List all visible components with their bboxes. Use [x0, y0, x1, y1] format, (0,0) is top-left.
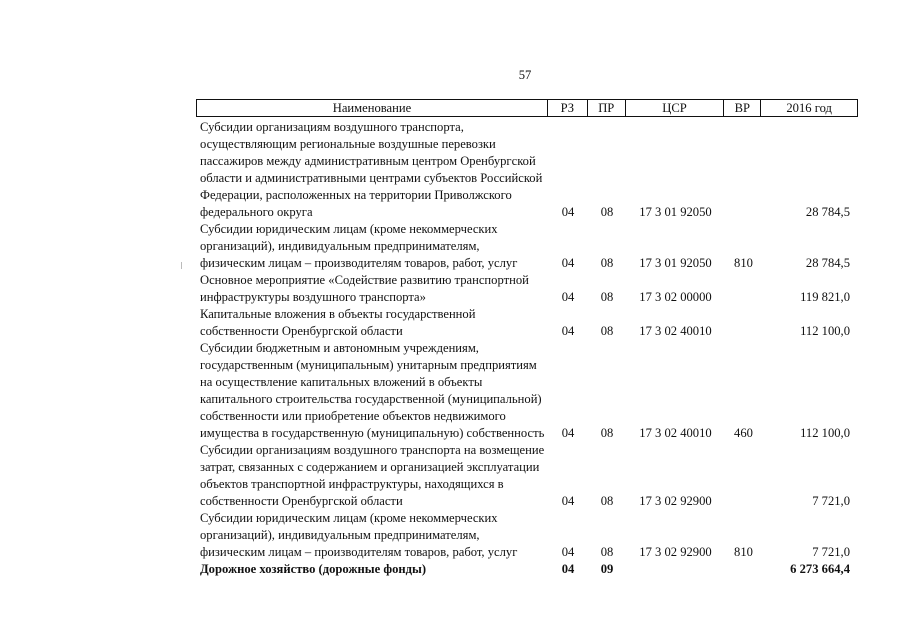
row-rz-cell: 04 — [561, 290, 575, 304]
row-rz-cell: 04 — [561, 562, 575, 576]
row-name-cell: Основное мероприятие «Содействие развитию транспортной инфраструктуры воздушного транспорта» — [200, 273, 529, 304]
row-vr-cell: 460 — [734, 426, 753, 440]
header-pr: ПР — [588, 100, 626, 116]
row-csr-cell: 17 3 01 92050 — [639, 256, 712, 270]
row-pr-cell: 08 — [600, 290, 614, 304]
table-row — [196, 340, 858, 442]
row-pr-cell: 09 — [600, 562, 614, 576]
table-body — [196, 119, 858, 578]
row-amount-cell: 28 784,5 — [805, 256, 850, 270]
row-rz-cell: 04 — [561, 426, 575, 440]
row-rz-cell: 04 — [561, 494, 575, 508]
table-row — [196, 561, 858, 578]
row-name-cell: Субсидии юридическим лицам (кроме некоммерческих организаций), индивидуальным предпринимателям, физическим лицам – производителям товаров, работ, услуг — [200, 222, 518, 270]
budget-table — [196, 99, 858, 578]
row-name-cell: Субсидии организациям воздушного транспорта, осуществляющим региональные воздушные перевозки пассажиров между административным центром Оренбургской области и административными центрами субъектов Российской Федерации, расположенных на территории Приволжского федерального округа — [200, 120, 543, 219]
row-rz-cell: 04 — [561, 205, 575, 219]
row-name-cell: Субсидии организациям воздушного транспорта на возмещение затрат, связанных с содержанием и организацией эксплуатации объектов транспортной инфраструктуры, находящихся в собственности Оренбургской области — [200, 443, 545, 508]
header-name: Наименование — [197, 100, 548, 116]
row-pr-cell: 08 — [600, 494, 614, 508]
row-name-cell: Субсидии юридическим лицам (кроме некоммерческих организаций), индивидуальным предпринимателям, физическим лицам – производителям товаров, работ, услуг — [200, 511, 518, 559]
row-amount-cell: 112 100,0 — [800, 426, 850, 440]
row-csr-cell: 17 3 02 00000 — [639, 290, 712, 304]
row-vr-cell: 810 — [734, 545, 753, 559]
row-amount-cell: 6 273 664,4 — [790, 562, 850, 576]
table-row — [196, 272, 858, 306]
row-csr-cell: 17 3 02 40010 — [639, 426, 712, 440]
page-number: 57 — [518, 68, 532, 82]
row-csr-cell: 17 3 02 92900 — [639, 494, 712, 508]
row-amount-cell: 7 721,0 — [812, 494, 850, 508]
row-name-cell: Капитальные вложения в объекты государственной собственности Оренбургской области — [200, 307, 476, 338]
row-amount-cell: 28 784,5 — [805, 205, 850, 219]
row-amount-cell: 119 821,0 — [800, 290, 850, 304]
header-csr: ЦСР — [626, 100, 725, 116]
row-amount-cell: 112 100,0 — [800, 324, 850, 338]
table-row — [196, 510, 858, 561]
row-csr-cell: 17 3 02 40010 — [639, 324, 712, 338]
row-pr-cell: 08 — [600, 426, 614, 440]
row-pr-cell: 08 — [600, 545, 614, 559]
table-row — [196, 221, 858, 272]
row-name-cell: Субсидии бюджетным и автономным учреждениям, государственным (муниципальным) унитарным предприятиям на осуществление капитальных вложений в объекты капитального строительства государственной (муниципальной) собственности или приобретение объектов недвижимого имущества в государственную (муниципальную) собственность — [200, 341, 545, 440]
table-row — [196, 119, 858, 221]
row-rz-cell: 04 — [561, 324, 575, 338]
row-rz-cell: 04 — [561, 256, 575, 270]
table-row — [196, 442, 858, 510]
row-amount-cell: 7 721,0 — [812, 545, 850, 559]
row-csr-cell: 17 3 02 92900 — [639, 545, 712, 559]
header-rz: РЗ — [548, 100, 588, 116]
row-pr-cell: 08 — [600, 324, 614, 338]
header-vr: ВР — [724, 100, 761, 116]
row-pr-cell: 08 — [600, 256, 614, 270]
header-year: 2016 год — [786, 101, 832, 115]
scan-mark — [181, 262, 182, 269]
row-rz-cell: 04 — [561, 545, 575, 559]
table-header — [196, 99, 858, 117]
row-vr-cell: 810 — [734, 256, 753, 270]
row-pr-cell: 08 — [600, 205, 614, 219]
row-name-cell: Дорожное хозяйство (дорожные фонды) — [200, 562, 427, 576]
row-csr-cell: 17 3 01 92050 — [639, 205, 712, 219]
table-row — [196, 306, 858, 340]
